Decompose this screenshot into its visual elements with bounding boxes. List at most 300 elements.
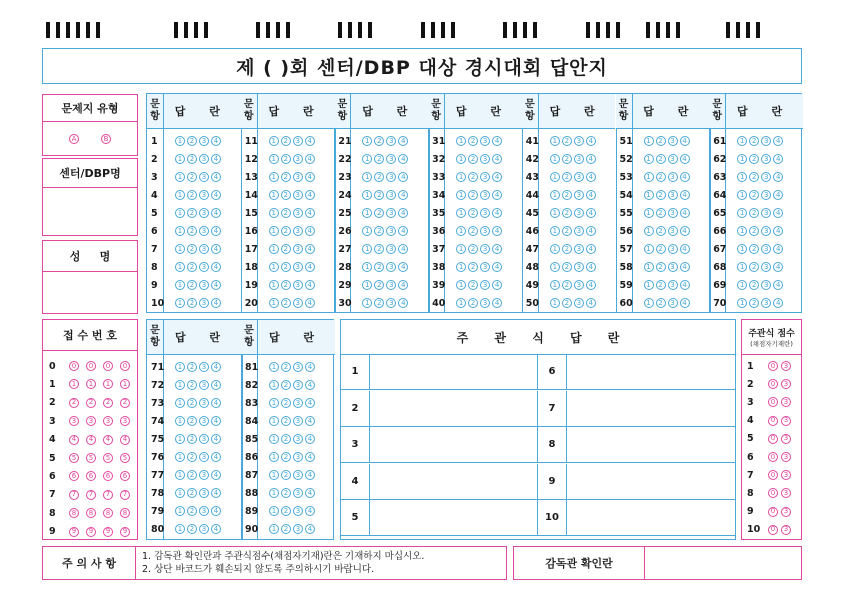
answer-bubble[interactable]: 2: [187, 416, 197, 426]
answer-bubble[interactable]: 3: [761, 298, 771, 308]
answer-bubble[interactable]: 4: [492, 190, 502, 200]
answer-bubble[interactable]: 3: [199, 506, 209, 516]
answer-bubble[interactable]: 2: [468, 208, 478, 218]
form-type-option-b[interactable]: B: [101, 134, 111, 144]
answer-bubble[interactable]: 1: [362, 154, 372, 164]
answer-bubble[interactable]: 2: [562, 190, 572, 200]
answer-bubble[interactable]: 3: [293, 470, 303, 480]
answer-bubble[interactable]: 3: [199, 452, 209, 462]
answer-bubble[interactable]: 3: [199, 208, 209, 218]
answer-bubble[interactable]: 2: [281, 298, 291, 308]
score-bubble[interactable]: 3: [781, 507, 791, 517]
answer-bubble[interactable]: 1: [737, 172, 747, 182]
answer-bubble[interactable]: 3: [293, 362, 303, 372]
answer-bubble[interactable]: 4: [305, 506, 315, 516]
answer-bubble[interactable]: 3: [480, 172, 490, 182]
answer-bubble[interactable]: 2: [656, 298, 666, 308]
answer-bubble[interactable]: 4: [305, 136, 315, 146]
answer-bubble[interactable]: 3: [293, 154, 303, 164]
answer-bubble[interactable]: 3: [199, 244, 209, 254]
answer-bubble[interactable]: 1: [269, 434, 279, 444]
answer-bubble[interactable]: 1: [550, 154, 560, 164]
answer-bubble[interactable]: 2: [468, 262, 478, 272]
answer-bubble[interactable]: 2: [281, 362, 291, 372]
answer-bubble[interactable]: 4: [398, 154, 408, 164]
answer-bubble[interactable]: 1: [550, 298, 560, 308]
score-bubble[interactable]: 3: [781, 452, 791, 462]
answer-bubble[interactable]: 2: [749, 136, 759, 146]
answer-bubble[interactable]: 2: [374, 136, 384, 146]
answer-bubble[interactable]: 1: [362, 190, 372, 200]
answer-bubble[interactable]: 1: [362, 226, 372, 236]
answer-bubble[interactable]: 1: [269, 280, 279, 290]
answer-bubble[interactable]: 3: [480, 208, 490, 218]
answer-bubble[interactable]: 3: [480, 244, 490, 254]
receipt-digit-bubble[interactable]: 3: [86, 416, 96, 426]
answer-bubble[interactable]: 4: [586, 190, 596, 200]
receipt-digit-bubble[interactable]: 4: [86, 435, 96, 445]
answer-bubble[interactable]: 2: [187, 452, 197, 462]
answer-bubble[interactable]: 2: [468, 226, 478, 236]
answer-bubble[interactable]: 3: [574, 208, 584, 218]
answer-bubble[interactable]: 4: [492, 280, 502, 290]
answer-bubble[interactable]: 1: [175, 226, 185, 236]
score-bubble[interactable]: 0: [768, 507, 778, 517]
answer-bubble[interactable]: 1: [737, 190, 747, 200]
answer-bubble[interactable]: 4: [305, 190, 315, 200]
answer-bubble[interactable]: 1: [644, 208, 654, 218]
answer-bubble[interactable]: 2: [374, 262, 384, 272]
receipt-digit-bubble[interactable]: 2: [86, 398, 96, 408]
answer-bubble[interactable]: 2: [562, 208, 572, 218]
answer-bubble[interactable]: 4: [211, 136, 221, 146]
answer-bubble[interactable]: 3: [386, 226, 396, 236]
answer-bubble[interactable]: 4: [211, 208, 221, 218]
answer-bubble[interactable]: 2: [468, 172, 478, 182]
answer-bubble[interactable]: 1: [550, 208, 560, 218]
answer-bubble[interactable]: 4: [586, 280, 596, 290]
answer-bubble[interactable]: 3: [480, 280, 490, 290]
answer-bubble[interactable]: 2: [187, 280, 197, 290]
receipt-digit-bubble[interactable]: 1: [120, 379, 130, 389]
answer-bubble[interactable]: 2: [656, 136, 666, 146]
subjective-answer-cell[interactable]: [341, 464, 538, 500]
answer-bubble[interactable]: 2: [374, 298, 384, 308]
answer-bubble[interactable]: 2: [749, 262, 759, 272]
answer-bubble[interactable]: 1: [269, 136, 279, 146]
answer-bubble[interactable]: 4: [398, 280, 408, 290]
answer-bubble[interactable]: 4: [211, 244, 221, 254]
answer-bubble[interactable]: 4: [211, 452, 221, 462]
receipt-digit-bubble[interactable]: 3: [69, 416, 79, 426]
answer-bubble[interactable]: 2: [187, 172, 197, 182]
answer-bubble[interactable]: 4: [773, 280, 783, 290]
answer-bubble[interactable]: 2: [374, 208, 384, 218]
answer-bubble[interactable]: 4: [773, 262, 783, 272]
receipt-digit-bubble[interactable]: 8: [120, 508, 130, 518]
answer-bubble[interactable]: 1: [456, 208, 466, 218]
answer-bubble[interactable]: 4: [305, 262, 315, 272]
score-bubble[interactable]: 3: [781, 361, 791, 371]
answer-bubble[interactable]: 4: [492, 244, 502, 254]
answer-bubble[interactable]: 2: [749, 190, 759, 200]
answer-bubble[interactable]: 4: [773, 244, 783, 254]
answer-bubble[interactable]: 1: [550, 226, 560, 236]
answer-bubble[interactable]: 3: [293, 434, 303, 444]
answer-bubble[interactable]: 4: [586, 226, 596, 236]
score-bubble[interactable]: 3: [781, 470, 791, 480]
answer-bubble[interactable]: 2: [187, 362, 197, 372]
answer-bubble[interactable]: 4: [680, 280, 690, 290]
answer-bubble[interactable]: 4: [398, 190, 408, 200]
answer-bubble[interactable]: 3: [574, 244, 584, 254]
answer-bubble[interactable]: 1: [175, 298, 185, 308]
answer-bubble[interactable]: 3: [199, 280, 209, 290]
answer-bubble[interactable]: 4: [680, 172, 690, 182]
receipt-digit-bubble[interactable]: 6: [103, 471, 113, 481]
answer-bubble[interactable]: 4: [305, 524, 315, 534]
receipt-digit-bubble[interactable]: 5: [103, 453, 113, 463]
answer-bubble[interactable]: 2: [187, 190, 197, 200]
answer-bubble[interactable]: 3: [480, 190, 490, 200]
answer-bubble[interactable]: 1: [269, 226, 279, 236]
answer-bubble[interactable]: 1: [175, 262, 185, 272]
answer-bubble[interactable]: 3: [668, 190, 678, 200]
answer-bubble[interactable]: 1: [644, 136, 654, 146]
answer-bubble[interactable]: 3: [386, 190, 396, 200]
receipt-digit-bubble[interactable]: 8: [69, 508, 79, 518]
answer-bubble[interactable]: 4: [680, 298, 690, 308]
answer-bubble[interactable]: 1: [456, 262, 466, 272]
answer-bubble[interactable]: 4: [211, 172, 221, 182]
answer-bubble[interactable]: 3: [668, 298, 678, 308]
answer-bubble[interactable]: 1: [269, 244, 279, 254]
answer-bubble[interactable]: 1: [269, 190, 279, 200]
answer-bubble[interactable]: 3: [293, 524, 303, 534]
answer-bubble[interactable]: 1: [737, 280, 747, 290]
answer-bubble[interactable]: 3: [293, 190, 303, 200]
answer-bubble[interactable]: 1: [456, 154, 466, 164]
answer-bubble[interactable]: 2: [656, 244, 666, 254]
answer-bubble[interactable]: 2: [656, 208, 666, 218]
answer-bubble[interactable]: 1: [175, 208, 185, 218]
answer-bubble[interactable]: 2: [187, 136, 197, 146]
answer-bubble[interactable]: 1: [175, 488, 185, 498]
receipt-digit-bubble[interactable]: 1: [86, 379, 96, 389]
answer-bubble[interactable]: 2: [374, 190, 384, 200]
answer-bubble[interactable]: 1: [175, 380, 185, 390]
answer-bubble[interactable]: 1: [644, 262, 654, 272]
answer-bubble[interactable]: 2: [281, 154, 291, 164]
score-bubble[interactable]: 0: [768, 525, 778, 535]
answer-bubble[interactable]: 2: [187, 262, 197, 272]
answer-bubble[interactable]: 1: [175, 416, 185, 426]
answer-bubble[interactable]: 1: [737, 208, 747, 218]
answer-bubble[interactable]: 2: [187, 524, 197, 534]
answer-bubble[interactable]: 3: [386, 298, 396, 308]
answer-bubble[interactable]: 2: [562, 280, 572, 290]
answer-bubble[interactable]: 4: [398, 208, 408, 218]
answer-bubble[interactable]: 4: [211, 506, 221, 516]
answer-bubble[interactable]: 3: [293, 172, 303, 182]
receipt-digit-bubble[interactable]: 5: [120, 453, 130, 463]
subjective-answer-cell[interactable]: [341, 427, 538, 463]
answer-bubble[interactable]: 4: [211, 380, 221, 390]
answer-bubble[interactable]: 4: [305, 298, 315, 308]
answer-bubble[interactable]: 4: [305, 280, 315, 290]
score-bubble[interactable]: 0: [768, 379, 778, 389]
answer-bubble[interactable]: 1: [362, 208, 372, 218]
answer-bubble[interactable]: 2: [562, 262, 572, 272]
answer-bubble[interactable]: 4: [773, 208, 783, 218]
answer-bubble[interactable]: 4: [305, 244, 315, 254]
answer-bubble[interactable]: 1: [362, 136, 372, 146]
answer-bubble[interactable]: 1: [175, 434, 185, 444]
answer-bubble[interactable]: 2: [281, 280, 291, 290]
answer-bubble[interactable]: 3: [574, 298, 584, 308]
answer-bubble[interactable]: 4: [211, 434, 221, 444]
answer-bubble[interactable]: 4: [305, 416, 315, 426]
answer-bubble[interactable]: 2: [374, 280, 384, 290]
answer-bubble[interactable]: 3: [574, 262, 584, 272]
receipt-digit-bubble[interactable]: 8: [103, 508, 113, 518]
answer-bubble[interactable]: 3: [293, 136, 303, 146]
answer-bubble[interactable]: 4: [305, 434, 315, 444]
answer-bubble[interactable]: 1: [362, 262, 372, 272]
answer-bubble[interactable]: 1: [175, 506, 185, 516]
answer-bubble[interactable]: 1: [456, 172, 466, 182]
answer-bubble[interactable]: 1: [456, 244, 466, 254]
answer-bubble[interactable]: 4: [211, 280, 221, 290]
answer-bubble[interactable]: 4: [211, 190, 221, 200]
answer-bubble[interactable]: 2: [281, 398, 291, 408]
answer-bubble[interactable]: 3: [293, 244, 303, 254]
answer-bubble[interactable]: 1: [737, 154, 747, 164]
answer-bubble[interactable]: 1: [269, 416, 279, 426]
answer-bubble[interactable]: 3: [293, 262, 303, 272]
answer-bubble[interactable]: 2: [281, 172, 291, 182]
answer-bubble[interactable]: 3: [480, 226, 490, 236]
answer-bubble[interactable]: 4: [211, 416, 221, 426]
answer-bubble[interactable]: 2: [468, 154, 478, 164]
answer-bubble[interactable]: 3: [761, 226, 771, 236]
answer-bubble[interactable]: 2: [749, 154, 759, 164]
receipt-digit-bubble[interactable]: 5: [69, 453, 79, 463]
answer-bubble[interactable]: 3: [761, 136, 771, 146]
receipt-digit-bubble[interactable]: 2: [103, 398, 113, 408]
answer-bubble[interactable]: 2: [749, 226, 759, 236]
answer-bubble[interactable]: 3: [574, 190, 584, 200]
receipt-digit-bubble[interactable]: 9: [120, 527, 130, 537]
answer-bubble[interactable]: 3: [761, 172, 771, 182]
receipt-digit-bubble[interactable]: 2: [120, 398, 130, 408]
answer-bubble[interactable]: 1: [737, 244, 747, 254]
answer-bubble[interactable]: 3: [761, 244, 771, 254]
answer-bubble[interactable]: 2: [281, 434, 291, 444]
answer-bubble[interactable]: 1: [737, 262, 747, 272]
answer-bubble[interactable]: 1: [269, 452, 279, 462]
answer-bubble[interactable]: 1: [644, 154, 654, 164]
answer-bubble[interactable]: 2: [749, 172, 759, 182]
answer-bubble[interactable]: 1: [269, 470, 279, 480]
answer-bubble[interactable]: 4: [680, 190, 690, 200]
answer-bubble[interactable]: 2: [187, 244, 197, 254]
answer-bubble[interactable]: 2: [187, 398, 197, 408]
receipt-digit-bubble[interactable]: 4: [120, 435, 130, 445]
receipt-digit-bubble[interactable]: 3: [103, 416, 113, 426]
answer-bubble[interactable]: 4: [586, 262, 596, 272]
answer-bubble[interactable]: 2: [281, 524, 291, 534]
answer-bubble[interactable]: 2: [749, 244, 759, 254]
answer-bubble[interactable]: 4: [586, 136, 596, 146]
receipt-digit-bubble[interactable]: 2: [69, 398, 79, 408]
answer-bubble[interactable]: 2: [187, 154, 197, 164]
score-bubble[interactable]: 0: [768, 470, 778, 480]
answer-bubble[interactable]: 3: [574, 136, 584, 146]
answer-bubble[interactable]: 4: [773, 172, 783, 182]
answer-bubble[interactable]: 3: [199, 136, 209, 146]
answer-bubble[interactable]: 3: [293, 506, 303, 516]
answer-bubble[interactable]: 3: [199, 380, 209, 390]
answer-bubble[interactable]: 3: [574, 280, 584, 290]
answer-bubble[interactable]: 3: [668, 226, 678, 236]
answer-bubble[interactable]: 4: [211, 262, 221, 272]
answer-bubble[interactable]: 2: [468, 136, 478, 146]
answer-bubble[interactable]: 1: [644, 280, 654, 290]
answer-bubble[interactable]: 3: [668, 136, 678, 146]
answer-bubble[interactable]: 4: [680, 244, 690, 254]
answer-bubble[interactable]: 4: [305, 172, 315, 182]
answer-bubble[interactable]: 3: [199, 362, 209, 372]
subjective-answer-cell[interactable]: [538, 464, 735, 500]
answer-bubble[interactable]: 2: [562, 136, 572, 146]
score-bubble[interactable]: 3: [781, 397, 791, 407]
answer-bubble[interactable]: 2: [374, 172, 384, 182]
answer-bubble[interactable]: 2: [187, 298, 197, 308]
receipt-digit-bubble[interactable]: 3: [120, 416, 130, 426]
answer-bubble[interactable]: 1: [269, 380, 279, 390]
answer-bubble[interactable]: 1: [175, 190, 185, 200]
answer-bubble[interactable]: 2: [656, 262, 666, 272]
answer-bubble[interactable]: 4: [586, 154, 596, 164]
answer-bubble[interactable]: 4: [305, 154, 315, 164]
answer-bubble[interactable]: 1: [362, 172, 372, 182]
answer-bubble[interactable]: 2: [281, 136, 291, 146]
answer-bubble[interactable]: 3: [668, 172, 678, 182]
answer-bubble[interactable]: 4: [492, 208, 502, 218]
answer-bubble[interactable]: 3: [199, 262, 209, 272]
answer-bubble[interactable]: 2: [468, 190, 478, 200]
receipt-digit-bubble[interactable]: 9: [69, 527, 79, 537]
answer-bubble[interactable]: 3: [574, 154, 584, 164]
answer-bubble[interactable]: 2: [187, 226, 197, 236]
answer-bubble[interactable]: 3: [293, 208, 303, 218]
answer-bubble[interactable]: 4: [773, 154, 783, 164]
answer-bubble[interactable]: 1: [175, 452, 185, 462]
answer-bubble[interactable]: 2: [749, 298, 759, 308]
answer-bubble[interactable]: 2: [281, 226, 291, 236]
answer-bubble[interactable]: 4: [492, 136, 502, 146]
answer-bubble[interactable]: 1: [175, 524, 185, 534]
answer-bubble[interactable]: 4: [773, 298, 783, 308]
answer-bubble[interactable]: 1: [269, 172, 279, 182]
answer-bubble[interactable]: 4: [305, 226, 315, 236]
answer-bubble[interactable]: 1: [644, 298, 654, 308]
answer-bubble[interactable]: 4: [398, 136, 408, 146]
answer-bubble[interactable]: 1: [737, 136, 747, 146]
answer-bubble[interactable]: 4: [492, 262, 502, 272]
answer-bubble[interactable]: 1: [175, 136, 185, 146]
answer-bubble[interactable]: 4: [211, 524, 221, 534]
answer-bubble[interactable]: 3: [293, 226, 303, 236]
answer-bubble[interactable]: 3: [668, 280, 678, 290]
answer-bubble[interactable]: 4: [211, 470, 221, 480]
answer-bubble[interactable]: 1: [269, 398, 279, 408]
answer-bubble[interactable]: 4: [305, 488, 315, 498]
answer-bubble[interactable]: 1: [269, 262, 279, 272]
receipt-digit-bubble[interactable]: 0: [120, 361, 130, 371]
receipt-digit-bubble[interactable]: 4: [69, 435, 79, 445]
answer-bubble[interactable]: 3: [386, 262, 396, 272]
receipt-digit-bubble[interactable]: 6: [86, 471, 96, 481]
answer-bubble[interactable]: 2: [187, 380, 197, 390]
score-bubble[interactable]: 0: [768, 434, 778, 444]
answer-bubble[interactable]: 2: [656, 154, 666, 164]
form-type-option-a[interactable]: A: [69, 134, 79, 144]
answer-bubble[interactable]: 2: [656, 226, 666, 236]
answer-bubble[interactable]: 3: [386, 208, 396, 218]
score-bubble[interactable]: 3: [781, 488, 791, 498]
answer-bubble[interactable]: 1: [550, 244, 560, 254]
receipt-digit-bubble[interactable]: 6: [120, 471, 130, 481]
answer-bubble[interactable]: 1: [456, 190, 466, 200]
answer-bubble[interactable]: 3: [386, 280, 396, 290]
answer-bubble[interactable]: 3: [668, 262, 678, 272]
answer-bubble[interactable]: 4: [398, 244, 408, 254]
answer-bubble[interactable]: 4: [398, 226, 408, 236]
answer-bubble[interactable]: 4: [211, 154, 221, 164]
name-field[interactable]: [43, 272, 137, 314]
answer-bubble[interactable]: 2: [562, 226, 572, 236]
score-bubble[interactable]: 3: [781, 416, 791, 426]
answer-bubble[interactable]: 2: [468, 244, 478, 254]
answer-bubble[interactable]: 3: [574, 226, 584, 236]
answer-bubble[interactable]: 2: [281, 244, 291, 254]
answer-bubble[interactable]: 3: [199, 172, 209, 182]
score-bubble[interactable]: 3: [781, 434, 791, 444]
answer-bubble[interactable]: 2: [281, 470, 291, 480]
answer-bubble[interactable]: 3: [293, 298, 303, 308]
answer-bubble[interactable]: 1: [269, 506, 279, 516]
answer-bubble[interactable]: 3: [761, 262, 771, 272]
score-bubble[interactable]: 0: [768, 488, 778, 498]
answer-bubble[interactable]: 2: [656, 190, 666, 200]
receipt-digit-bubble[interactable]: 6: [69, 471, 79, 481]
answer-bubble[interactable]: 4: [305, 470, 315, 480]
answer-bubble[interactable]: 4: [492, 172, 502, 182]
answer-bubble[interactable]: 4: [398, 298, 408, 308]
answer-bubble[interactable]: 4: [398, 172, 408, 182]
answer-bubble[interactable]: 1: [550, 280, 560, 290]
answer-bubble[interactable]: 3: [386, 136, 396, 146]
answer-bubble[interactable]: 1: [269, 298, 279, 308]
receipt-digit-bubble[interactable]: 8: [86, 508, 96, 518]
answer-bubble[interactable]: 3: [293, 280, 303, 290]
receipt-digit-bubble[interactable]: 7: [69, 490, 79, 500]
answer-bubble[interactable]: 2: [374, 226, 384, 236]
answer-bubble[interactable]: 2: [281, 262, 291, 272]
answer-bubble[interactable]: 1: [269, 524, 279, 534]
